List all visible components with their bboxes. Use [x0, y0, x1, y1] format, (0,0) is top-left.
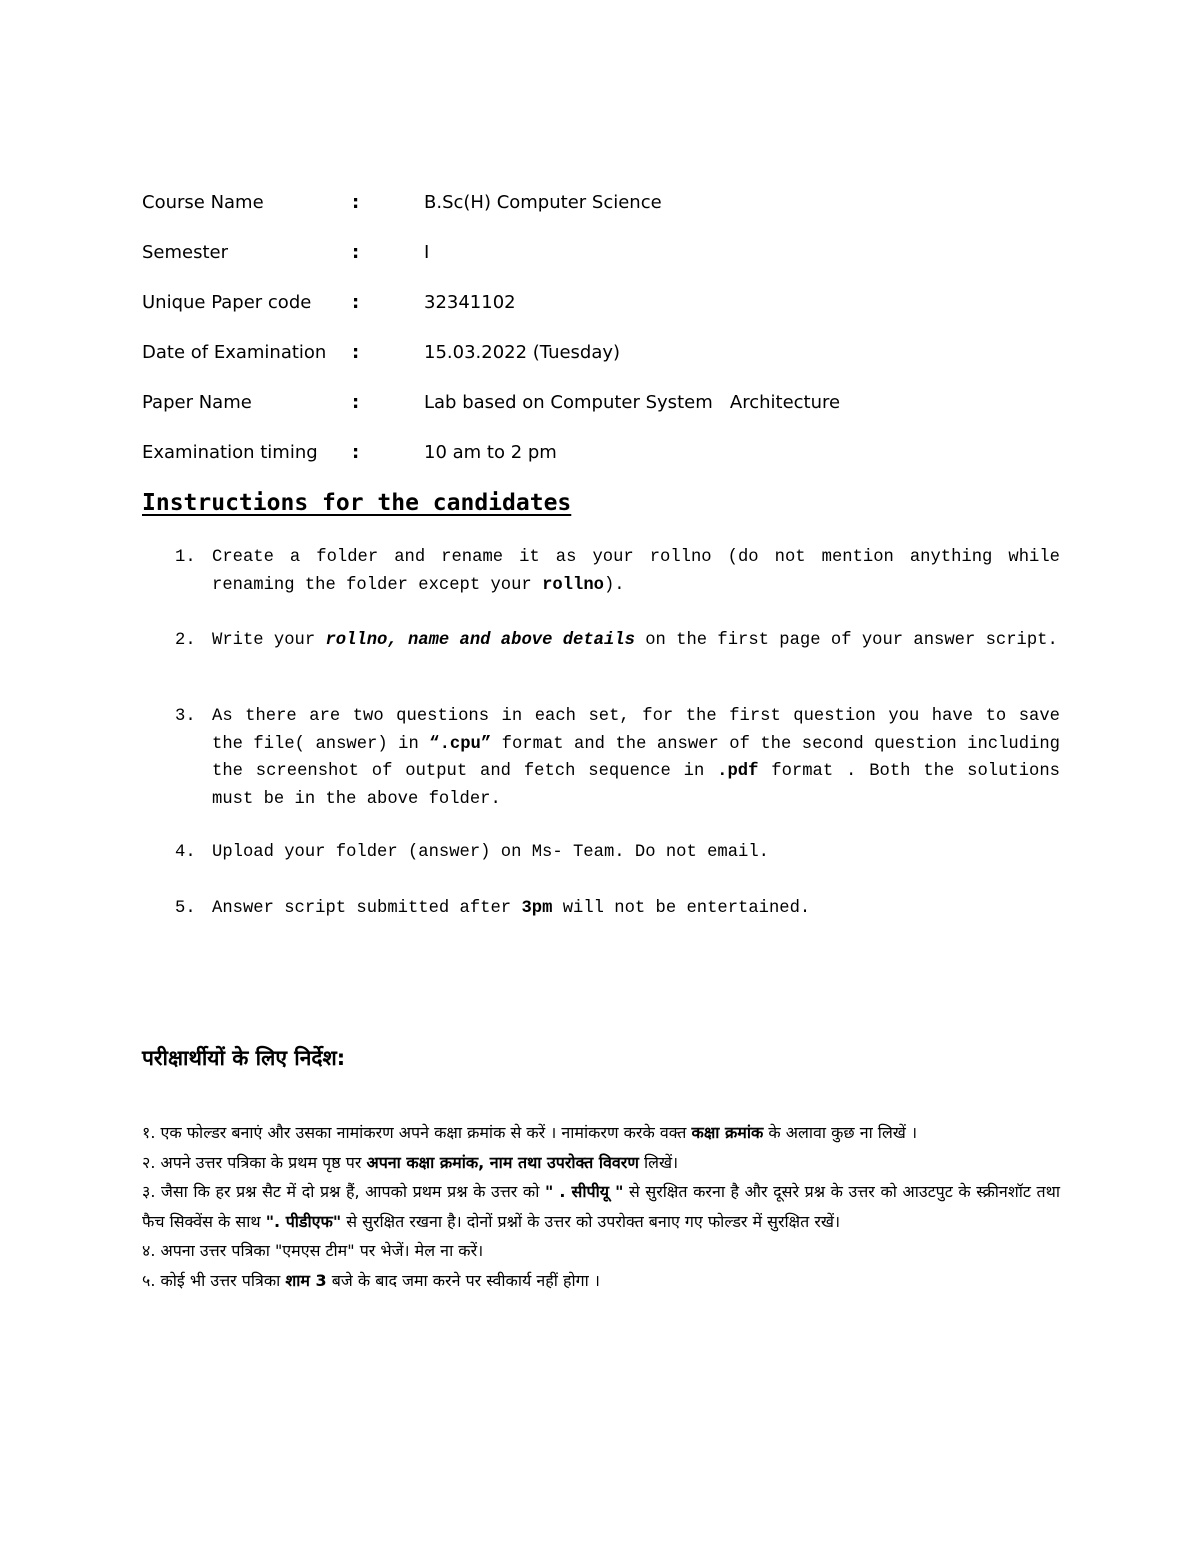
instruction-item — [175, 627, 1060, 655]
instruction-item — [175, 703, 1060, 813]
detail-value: Lab based on Computer System Architecture — [424, 392, 841, 413]
hindi-text: बजे के बाद जमा करने पर स्वीकार्य नहीं होगा । — [326, 1270, 600, 1290]
detail-colon: : — [352, 392, 360, 413]
hindi-bold-text: " . सीपीयू " — [544, 1182, 624, 1202]
detail-label: Paper Name — [142, 392, 252, 413]
detail-colon: : — [352, 442, 360, 463]
hindi-text: १. एक फोल्डर बनाएं और उसका नामांकरण अपने कक्षा क्रमांक से करें । नामांकरण करके वक्त — [142, 1123, 692, 1142]
instruction-text: Create a folder and rename it as your rollno (do not mention anything while renaming the folder except your — [212, 548, 1060, 595]
hindi-instruction-item — [142, 1118, 1060, 1148]
hindi-bold-text: अपना कक्षा क्रमांक, नाम तथा उपरोक्त विवरण — [366, 1152, 639, 1172]
detail-value: B.Sc(H) Computer Science — [424, 192, 662, 213]
hindi-instructions-list — [142, 1118, 1060, 1296]
instruction-number: 2. — [175, 631, 196, 650]
instruction-bold-italic-text: rollno, name and above details — [325, 631, 635, 650]
detail-label: Examination timing — [142, 442, 318, 463]
detail-row-paper-code — [142, 292, 1042, 342]
instruction-bold-text: rollno — [542, 576, 604, 595]
hindi-text: से सुरक्षित रखना है। दोनों प्रश्नों के उत्तर को उपरोक्त बनाए गए फोल्डर में सुरक्षित रखें। — [341, 1211, 841, 1231]
detail-label: Semester — [142, 242, 229, 263]
hindi-text: ४. अपना उत्तर पत्रिका "एमएस टीम" पर भेजें। मेल ना करें। — [142, 1241, 484, 1261]
exam-details-table — [142, 192, 1042, 492]
hindi-instruction-item — [142, 1266, 1060, 1296]
detail-colon: : — [352, 342, 360, 363]
hindi-instruction-item — [142, 1236, 1060, 1266]
hindi-text: ५. कोई भी उत्तर पत्रिका — [142, 1270, 286, 1290]
instruction-text: will not be entertained. — [552, 899, 811, 919]
instruction-text: Answer script submitted after — [212, 899, 522, 919]
instructions-list — [175, 544, 1060, 923]
detail-row-semester — [142, 242, 1042, 292]
instruction-number: 3. — [175, 707, 196, 726]
instruction-number: 1. — [175, 548, 196, 567]
instruction-item — [175, 544, 1060, 600]
hindi-text: से सुरक्षित करना है और दूसरे प्रश्न के उत्तर को आउटपुट के स्क्रीनशॉट तथा फैच सिक्वेंस के साथ — [142, 1182, 1060, 1231]
instruction-text: on the first page of your answer script. — [634, 631, 1058, 650]
detail-colon: : — [352, 242, 360, 263]
detail-label: Date of Examination — [142, 342, 327, 363]
instruction-text: Upload your folder (answer) on Ms- Team. Do not email. — [212, 843, 769, 863]
instruction-number: 5. — [175, 899, 196, 919]
instruction-item — [175, 839, 1060, 867]
detail-value: 15.03.2022 (Tuesday) — [424, 342, 621, 363]
instruction-text: format and the answer of the second question including the screenshot of output and fetch sequence in — [212, 734, 1060, 782]
detail-row-exam-date — [142, 342, 1042, 392]
detail-label: Course Name — [142, 192, 264, 213]
hindi-bold-text: शाम 3 — [285, 1270, 327, 1290]
instruction-number: 4. — [175, 843, 196, 863]
detail-value: 32341102 — [424, 292, 516, 313]
detail-row-exam-timing — [142, 442, 1042, 492]
hindi-bold-text: कक्षा क्रमांक — [691, 1123, 764, 1142]
hindi-text: २. अपने उत्तर पत्रिका के प्रथम पृष्ठ पर — [142, 1152, 367, 1172]
instruction-bold-text: .pdf — [717, 762, 759, 782]
hindi-instruction-item — [142, 1177, 1060, 1236]
hindi-text: ३. जैसा कि हर प्रश्न सैट में दो प्रश्न हैं, आपको प्रथम प्रश्न के उत्तर को — [142, 1182, 545, 1202]
detail-row-course-name — [142, 192, 1042, 242]
hindi-text: लिखें। — [638, 1152, 679, 1172]
detail-row-paper-name — [142, 392, 1042, 442]
detail-colon: : — [352, 192, 360, 213]
detail-value: 10 am to 2 pm — [424, 442, 557, 463]
detail-colon: : — [352, 292, 360, 313]
hindi-instruction-item — [142, 1148, 1060, 1178]
instruction-bold-text: 3pm — [521, 899, 553, 919]
detail-value: I — [424, 242, 430, 263]
hindi-bold-text: ". पीडीएफ" — [265, 1211, 342, 1231]
instruction-text: format . Both the solutions must be in the above folder. — [212, 762, 1060, 809]
hindi-instructions-heading: परीक्षार्थीयों के लिए निर्देश: — [142, 1046, 346, 1070]
instructions-heading: Instructions for the candidates — [142, 490, 572, 516]
detail-label: Unique Paper code — [142, 292, 312, 313]
instruction-item — [175, 895, 1060, 923]
instruction-bold-text: “.cpu” — [429, 734, 492, 754]
hindi-text: के अलावा कुछ ना लिखें । — [763, 1123, 918, 1142]
instruction-text: ). — [603, 576, 625, 595]
instruction-text: Write your — [212, 631, 326, 650]
instruction-text: As there are two questions in each set, for the first question you have to save the file( answer) in — [212, 707, 1060, 754]
